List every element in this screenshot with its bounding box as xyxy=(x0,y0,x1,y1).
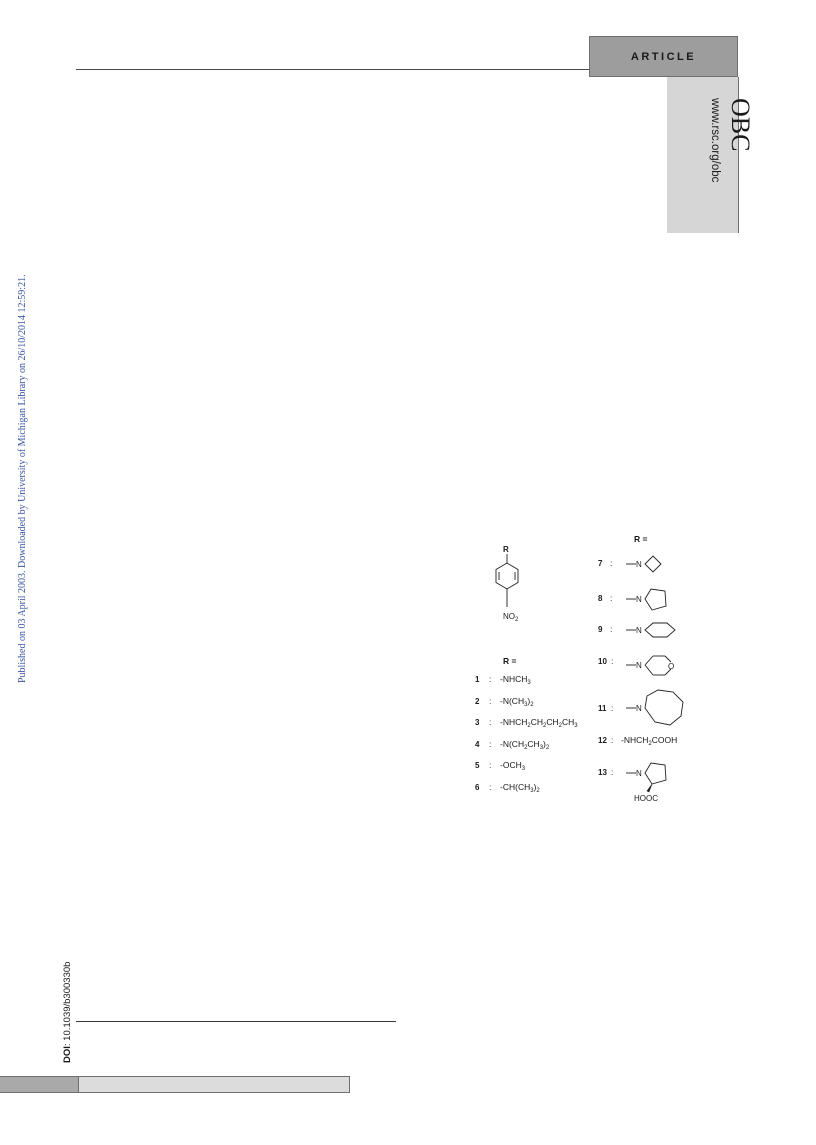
compound-number: 1 xyxy=(475,675,480,684)
doi-value: : 10.1039/b300330b xyxy=(62,961,73,1047)
section-label: ARTICLE xyxy=(630,50,697,63)
substituent-formula: $-NHCH_3$ xyxy=(500,674,531,686)
compound-number: 4 xyxy=(475,740,480,749)
atom-label: N xyxy=(636,704,642,713)
journal-side-box xyxy=(667,77,755,233)
core-nitro-label: $NO_2$ xyxy=(503,612,519,623)
article-section-tab xyxy=(589,36,738,77)
core-r-label: R xyxy=(503,545,509,554)
hooc-label: HOOC xyxy=(634,794,658,803)
separator: : xyxy=(489,717,492,727)
substituent-formula: $-CH(CH_3)_2$ xyxy=(500,782,540,794)
compound-number: 13 xyxy=(598,768,607,777)
nitrobenzene-core xyxy=(496,554,518,607)
footer-bar-right xyxy=(78,1076,350,1093)
separator: : xyxy=(611,703,614,713)
atom-label: N xyxy=(636,595,642,604)
substituent-formula: $-N(CH_3)_2$ xyxy=(500,696,534,708)
separator: : xyxy=(611,735,614,745)
right-r-header: R = xyxy=(634,534,648,544)
separator: : xyxy=(489,739,492,749)
separator: : xyxy=(489,760,492,770)
substituent-formula: $-NHCH_2CH_2CH_2CH_3$ xyxy=(500,717,578,729)
separator: : xyxy=(610,624,613,634)
separator: : xyxy=(611,767,614,777)
journal-title: OBC xyxy=(726,98,755,152)
compound-number: 8 xyxy=(598,594,603,603)
compound-number: 10 xyxy=(598,657,607,666)
doi-notice xyxy=(62,962,73,1063)
separator: : xyxy=(611,656,614,666)
atom-label: N xyxy=(636,560,642,569)
journal-url: www.rsc.org/obc xyxy=(709,98,721,183)
compound-number: 12 xyxy=(598,736,607,745)
separator: : xyxy=(489,696,492,706)
structures-svg xyxy=(460,528,710,818)
footnote-rule xyxy=(76,1021,396,1022)
compound-number: 5 xyxy=(475,761,480,770)
doi-label: DOI xyxy=(62,1046,73,1063)
separator: : xyxy=(489,782,492,792)
separator: : xyxy=(489,674,492,684)
compound-number: 3 xyxy=(475,718,480,727)
separator: : xyxy=(610,558,613,568)
publication-notice[interactable]: Published on 03 April 2003. Downloaded by University of Michigan Library on 26/10/2014 12:59:21. xyxy=(17,274,28,683)
atom-label: N xyxy=(636,626,642,635)
separator: : xyxy=(610,593,613,603)
left-r-header: R = xyxy=(503,656,517,666)
chemical-structures-figure xyxy=(460,528,710,818)
atom-label: N xyxy=(636,769,642,778)
footer-bar-left xyxy=(0,1076,78,1093)
proline-wedge-bond xyxy=(647,784,652,792)
compound-number: 6 xyxy=(475,783,480,792)
atom-label: N xyxy=(636,661,642,670)
compound-number: 2 xyxy=(475,697,480,706)
compound-number: 11 xyxy=(598,704,607,713)
compound-number: 9 xyxy=(598,625,603,634)
substituent-formula: $-NHCH_2COOH$ xyxy=(621,735,678,747)
ring-structures xyxy=(626,556,683,784)
left-substituent-list xyxy=(475,674,578,794)
header-rule xyxy=(76,69,590,70)
substituent-formula: $-OCH_3$ xyxy=(500,760,526,772)
atom-label: O xyxy=(668,662,675,671)
substituent-formula: $-N(CH_2CH_3)_2$ xyxy=(500,739,550,751)
compound-number: 7 xyxy=(598,559,603,568)
